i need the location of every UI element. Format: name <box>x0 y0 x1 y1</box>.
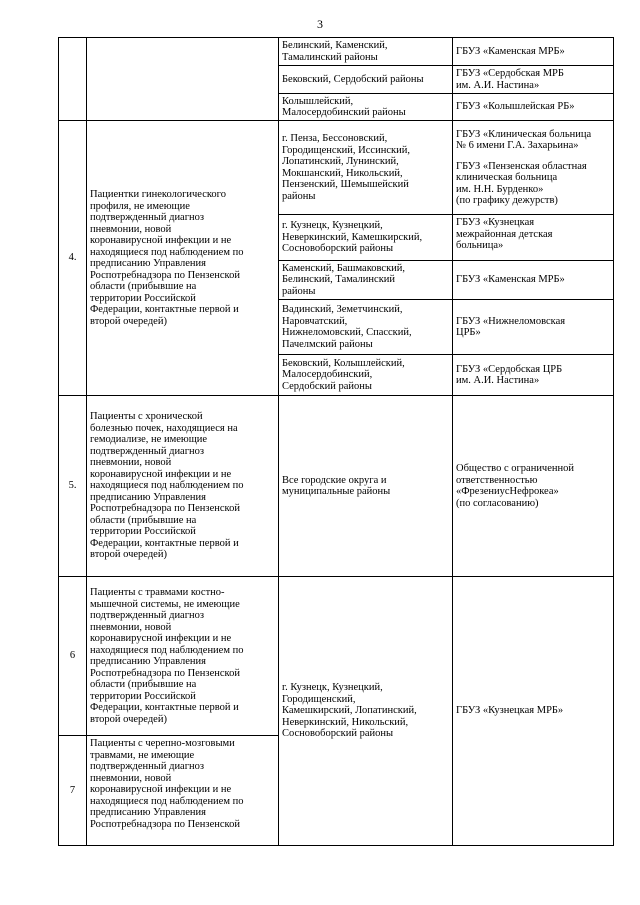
organization-cell: ГБУЗ «Кузнецкая межрайонная детская больница» <box>456 217 553 251</box>
organization-name: ГБУЗ «Клиническая больница № 6 имени Г.А. Захарьина» <box>456 128 592 151</box>
organization-cell: ГБУЗ «Каменская МРБ» <box>456 274 565 286</box>
hospital-assignment-table <box>58 37 614 846</box>
organization-cell: ГБУЗ «Колышлейская РБ» <box>456 101 575 113</box>
patients-cell: Пациенты с черепно-мозговыми травмами, не имеющие подтвержденный диагноз пневмонии, новой коронавирусной инфекции и не находящиеся под наблюдением по предписанию Управления Роспотребнадзора по Пензенской <box>90 738 244 830</box>
area-cell: г. Пенза, Бессоновский, Городищенский, Иссинский, Лопатинский, Лунинский, Мокшанский, Никольский, Пензенский, Шемышейский районы <box>282 133 410 202</box>
patients-cell: Пациенты с хронической болезнью почек, находящиеся на гемодиализе, не имеющие подтвержденный диагноз пневмонии, новой коронавирусной инфекции и не находящиеся под наблюдением по предписанию Управления Роспотребнадзора по Пензенской области (прибывшие на территории Российской Федерации, контактные первой и второй очередей) <box>90 411 244 561</box>
organization-cell: ГБУЗ «Сердобская ЦРБ им. А.И. Настина» <box>456 363 563 386</box>
area-cell: Все городские округа и муниципальные районы <box>282 474 391 497</box>
area-cell: г. Кузнецк, Кузнецкий, Неверкинский, Камешкирский, Сосновоборский районы <box>282 220 423 255</box>
patients-cell: Пациентки гинекологического профиля, не имеющие подтвержденный диагноз пневмонии, новой коронавирусной инфекции и не находящиеся под наблюдением по предписанию Управления Роспотребнадзора по Пензенской области (прибывшие на территории Российской Федерации, контактные первой и второй очередей) <box>90 189 244 327</box>
area-cell: Белинский, Каменский, Тамалинский районы <box>282 40 388 63</box>
organization-cell: Общество с ограниченной ответственностью «ФрезениусНефрокеа» (по согласованию) <box>456 463 574 509</box>
organization-name: ГБУЗ «Пензенская областная клиническая больница им. Н.Н. Бурденко» (по графику дежурств) <box>456 160 587 206</box>
patients-cell: Пациенты с травмами костно- мышечной системы, не имеющие подтвержденный диагноз пневмонии, новой коронавирусной инфекции и не находящиеся под наблюдением по предписанию Управления Роспотребнадзора по Пензенской области (прибывшие на территории Российской Федерации, контактные первой и второй очередей) <box>90 587 244 725</box>
row-number: 6 <box>69 650 76 662</box>
area-cell: Бековский, Колышлейский, Малосердобинский, Сердобский районы <box>282 357 405 392</box>
row-number: 7 <box>69 784 76 796</box>
area-cell: Колышлейский, Малосердобинский районы <box>282 95 406 118</box>
organization-cell: ГБУЗ «Кузнецкая МРБ» <box>456 705 564 717</box>
organization-cell: ГБУЗ «Сердобская МРБ им. А.И. Настина» <box>456 68 564 91</box>
area-cell: Бековский, Сердобский районы <box>282 73 424 85</box>
organization-cell: ГБУЗ «Каменская МРБ» <box>456 45 565 57</box>
area-cell: Каменский, Башмаковский, Белинский, Тамалинский районы <box>282 262 406 297</box>
row-number: 5. <box>68 480 77 492</box>
page-number: 3 <box>317 17 323 31</box>
organization-cell: ГБУЗ «Нижнеломовская ЦРБ» <box>456 315 566 338</box>
area-cell: г. Кузнецк, Кузнецкий, Городищенский, Камешкирский, Лопатинский, Неверкинский, Никольский, Сосновоборский районы <box>282 682 417 740</box>
area-cell: Вадинский, Земетчинский, Наровчатский, Нижнеломовский, Спасский, Пачелмский районы <box>282 304 412 350</box>
row-number: 4. <box>68 252 77 264</box>
organization-cell <box>453 121 613 214</box>
